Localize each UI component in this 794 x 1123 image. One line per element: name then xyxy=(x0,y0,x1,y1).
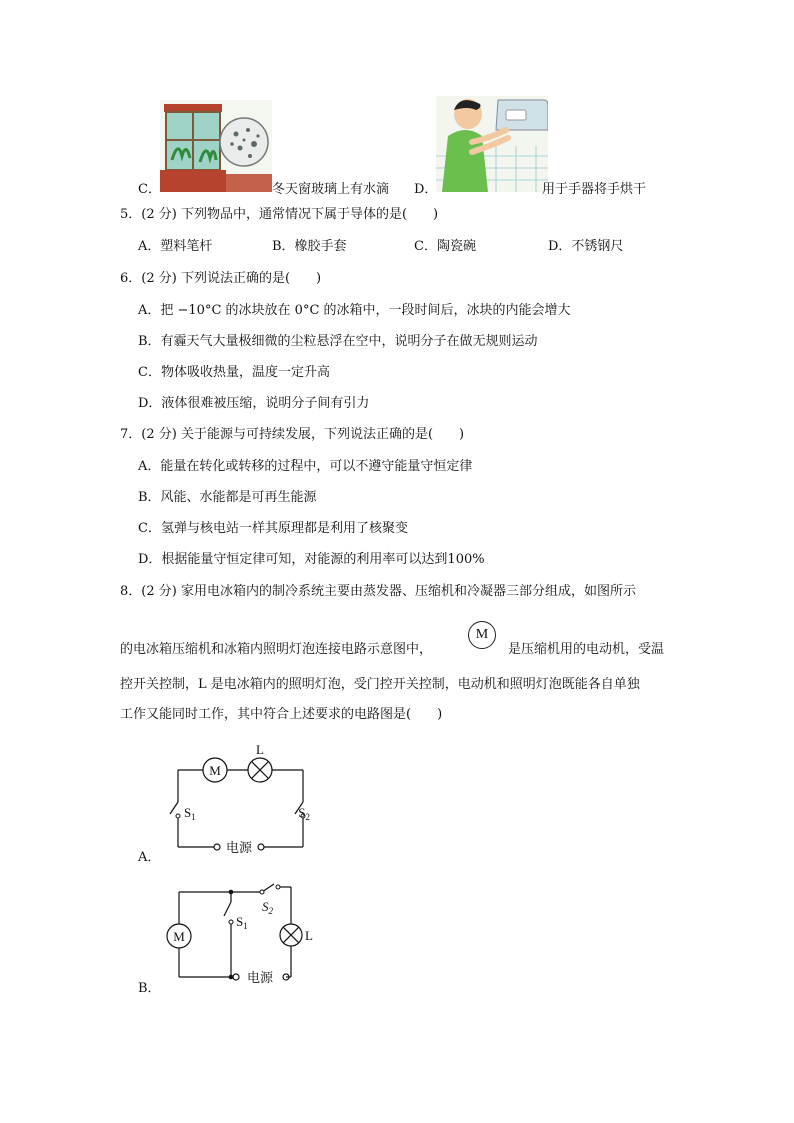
q5-option-b: B．橡胶手套 xyxy=(272,239,347,254)
q6-option-b: B．有霾天气大量极细微的尘粒悬浮在空中，说明分子在做无规则运动 xyxy=(138,334,538,349)
q8-line-4: 工作又能同时工作，其中符合上述要求的电路图是( ) xyxy=(120,707,443,722)
power-source-label: 电源 xyxy=(246,971,274,986)
window-water-drops-illustration xyxy=(160,100,272,192)
lamp-label: L xyxy=(305,928,313,943)
switch-s1-icon xyxy=(229,914,248,931)
motor-label: M xyxy=(173,929,185,944)
circuit-diagram-a xyxy=(160,740,310,855)
circuit-diagram-b xyxy=(160,880,320,995)
q6-option-c: C．物体吸收热量，温度一定升高 xyxy=(138,365,330,380)
switch-s2-icon xyxy=(298,805,310,822)
motor-icon xyxy=(167,924,191,948)
q8-line-3: 控开关控制，L 是电冰箱内的照明灯泡，受门控开关控制，电动机和照明灯泡既能各自单独 xyxy=(120,677,640,692)
lamp-icon xyxy=(280,924,302,946)
q7-option-c: C．氢弹与核电站一样其原理都是利用了核聚变 xyxy=(138,521,408,536)
switch-s1-icon xyxy=(176,805,196,822)
q6-option-d: D．液体很难被压缩，说明分子间有引力 xyxy=(138,396,370,411)
hand-dryer-illustration xyxy=(436,96,548,192)
q4-option-c-letter: C． xyxy=(138,182,161,197)
switch-s2-subscript: 2 xyxy=(268,906,273,916)
switch-s1-subscript: 1 xyxy=(191,812,196,822)
q8-line-2b: 是压缩机用的电动机，受温 xyxy=(508,642,665,657)
q5-option-d: D．不锈钢尺 xyxy=(548,239,624,254)
switch-s2-label: S xyxy=(298,805,306,820)
q8-line-2a: 的电冰箱压缩机和冰箱内照明灯泡连接电路示意图中， xyxy=(120,642,433,657)
svg-text:S1 xyxy=(236,914,248,931)
q6-option-a: A．把 −10°C 的冰块放在 0°C 的冰箱中，一段时间后，冰块的内能会增大 xyxy=(138,303,571,318)
lamp-icon xyxy=(248,758,272,782)
q8-option-b-letter: B． xyxy=(138,981,161,996)
motor-label: M xyxy=(209,763,221,778)
q7-option-b: B．风能、水能都是可再生能源 xyxy=(138,490,317,505)
lamp-label: L xyxy=(256,742,264,757)
q4-option-d-text: 用于手器将手烘干 xyxy=(542,182,647,197)
q8-line-1: 8．(2 分) 家用电冰箱内的制冷系统主要由蒸发器、压缩机和冷凝器三部分组成，如图所示 xyxy=(120,584,636,599)
power-source-label: 电源 xyxy=(225,841,253,855)
q5-option-a: A．塑料笔杆 xyxy=(138,239,213,254)
motor-icon xyxy=(203,758,227,782)
power-source-icon xyxy=(233,970,291,986)
q7-stem: 7．(2 分) 关于能源与可持续发展，下列说法正确的是( ) xyxy=(120,427,465,442)
q4-option-d-letter: D． xyxy=(414,182,438,197)
power-source-icon xyxy=(214,840,264,855)
svg-text:S1 xyxy=(184,805,196,822)
q5-stem: 5．(2 分) 下列物品中，通常情况下属于导体的是( ) xyxy=(120,207,439,222)
q5-option-c: C．陶瓷碗 xyxy=(414,239,476,254)
switch-s2-subscript: 2 xyxy=(305,812,310,822)
switch-s2-label: S xyxy=(262,899,269,914)
switch-s1-subscript: 1 xyxy=(243,921,248,931)
q4-option-c-text: 冬天窗玻璃上有水滴 xyxy=(272,182,390,197)
motor-symbol-icon xyxy=(468,621,496,649)
motor-symbol-label: M xyxy=(475,627,489,642)
q6-stem: 6．(2 分) 下列说法正确的是( ) xyxy=(120,271,322,286)
svg-text:S2 xyxy=(262,899,274,916)
switch-s1-label: S xyxy=(184,805,192,820)
q7-option-a: A．能量在转化或转移的过程中，可以不遵守能量守恒定律 xyxy=(138,459,473,474)
q7-option-d: D．根据能量守恒定律可知，对能源的利用率可以达到100% xyxy=(138,552,485,567)
svg-text:S2 xyxy=(298,805,310,822)
q8-option-a-letter: A． xyxy=(138,850,161,865)
switch-s1-label: S xyxy=(236,914,244,929)
